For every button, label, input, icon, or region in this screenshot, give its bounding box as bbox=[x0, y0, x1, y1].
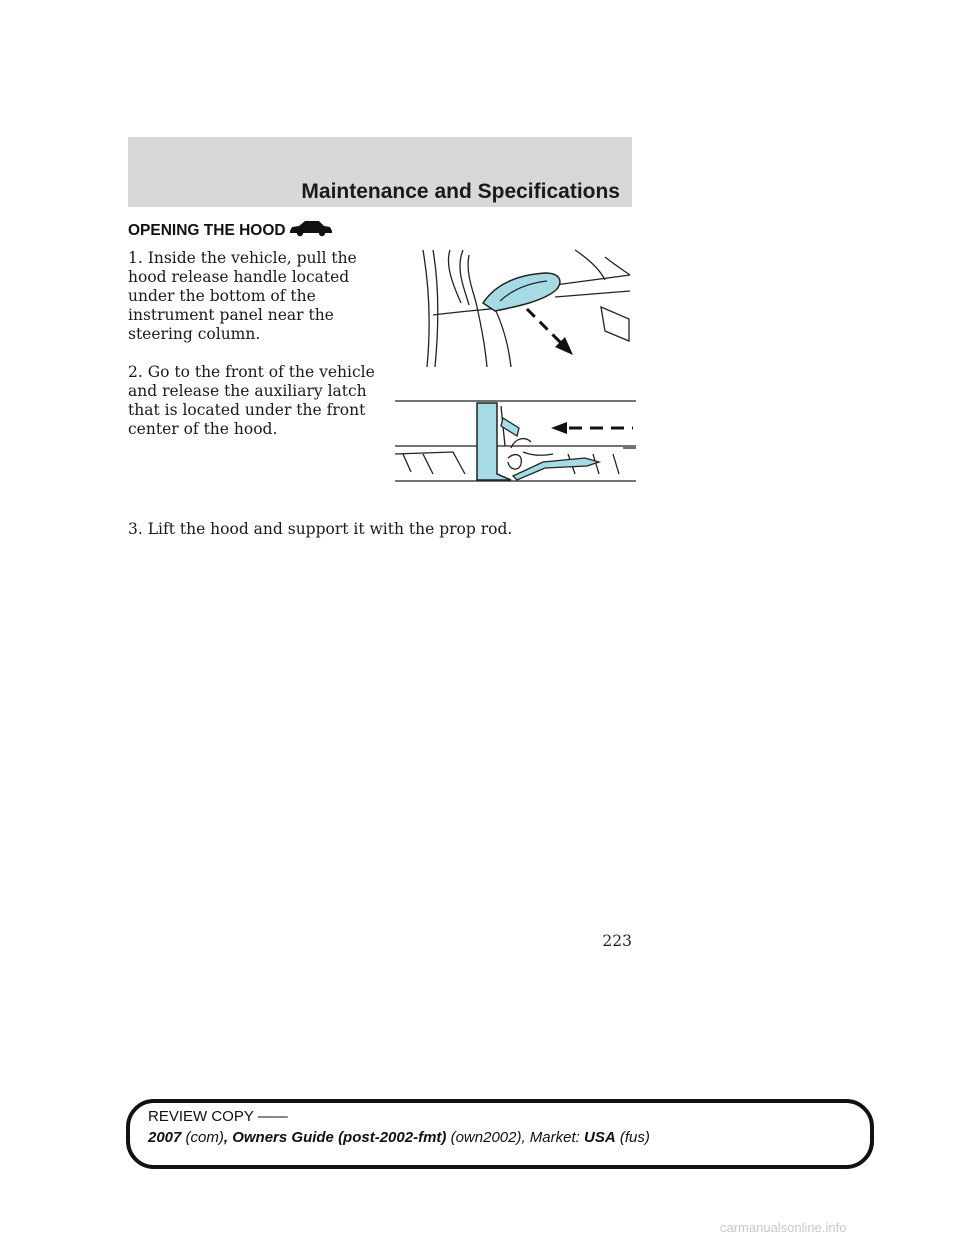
review-copy-label: REVIEW COPY —— bbox=[148, 1108, 288, 1125]
watermark: carmanualsonline.info bbox=[720, 1220, 847, 1235]
step-2-text: 2. Go to the front of the vehicle and release the auxiliary latch that is located under the front center of the hood. bbox=[128, 363, 375, 438]
review-market-code: (fus) bbox=[615, 1129, 650, 1146]
review-format: (own2002) bbox=[446, 1129, 522, 1146]
review-guide: , Owners Guide (post-2002-fmt) bbox=[223, 1129, 447, 1146]
section-heading: OPENING THE HOOD bbox=[128, 222, 286, 239]
section-header-band bbox=[128, 137, 632, 207]
review-code: (com) bbox=[181, 1129, 224, 1146]
page-number: 223 bbox=[602, 932, 632, 950]
review-copy-details bbox=[148, 1129, 650, 1146]
section-title: Maintenance and Specifications bbox=[301, 180, 620, 203]
review-market-label: , Market: bbox=[521, 1129, 584, 1146]
hood-release-handle-illustration bbox=[405, 245, 635, 370]
step-1-text: 1. Inside the vehicle, pull the hood release handle located under the bottom of the instrument panel near the steering column. bbox=[128, 249, 357, 343]
step-3-text: 3. Lift the hood and support it with the prop rod. bbox=[128, 520, 513, 538]
review-year: 2007 bbox=[148, 1129, 182, 1146]
car-icon bbox=[289, 219, 333, 237]
auxiliary-latch-illustration bbox=[393, 396, 638, 488]
review-copy-box bbox=[126, 1099, 874, 1169]
heading-row bbox=[128, 222, 333, 240]
review-market: USA bbox=[583, 1129, 616, 1146]
